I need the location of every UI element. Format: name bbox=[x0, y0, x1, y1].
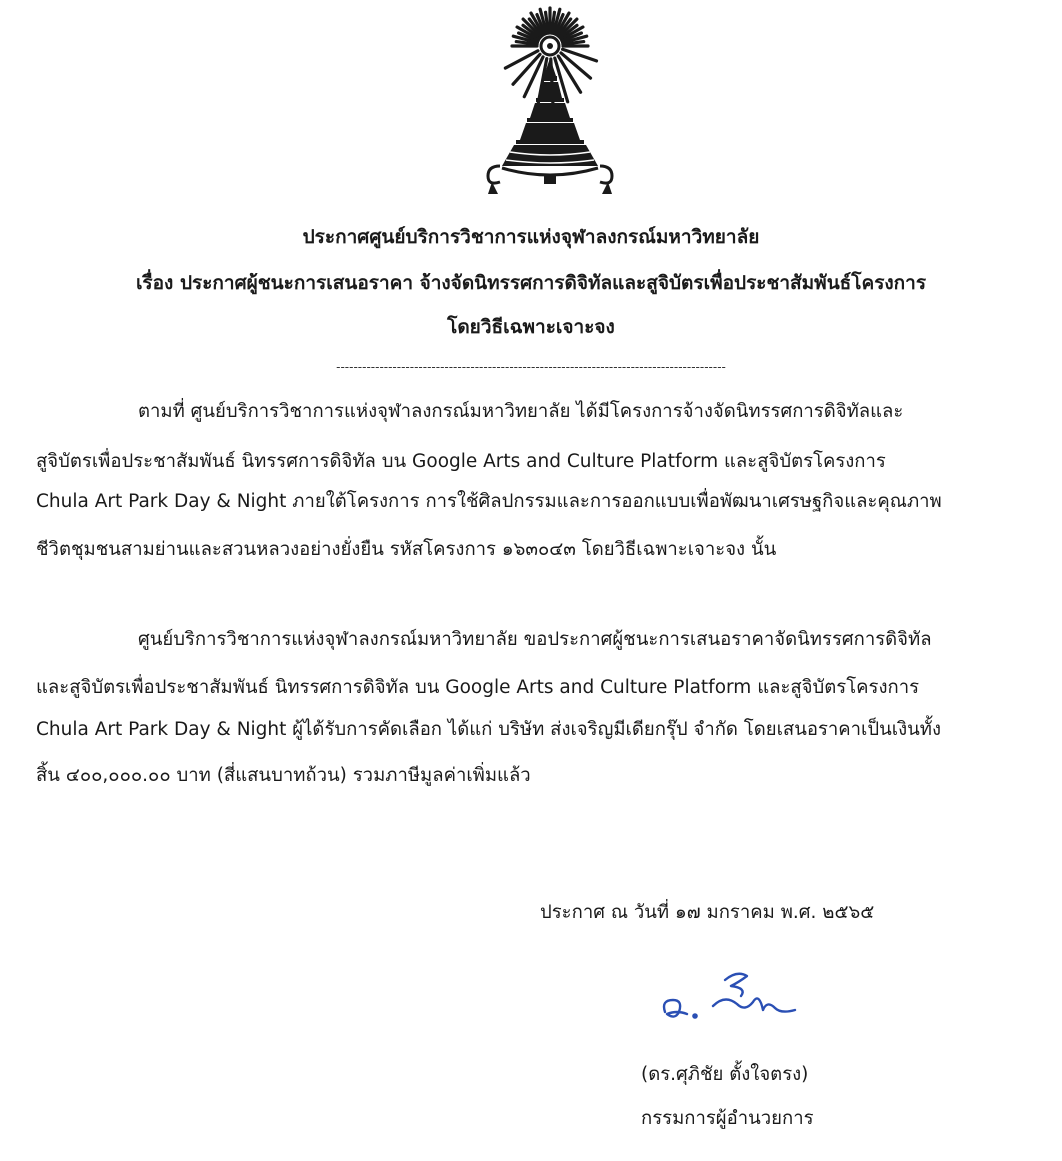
divider-rule: ------------------------------------------------------------------------------------------ bbox=[336, 360, 726, 374]
signature-icon bbox=[655, 966, 825, 1028]
paragraph1-line: ชีวิตชุมชนสามย่านและสวนหลวงอย่างยั่งยืน รหัสโครงการ ๑๖๓๐๔๓ โดยวิธีเฉพาะเจาะจง นั้น bbox=[36, 539, 777, 560]
paragraph1-line: Chula Art Park Day & Night ภายใต้โครงการ การใช้ศิลปกรรมและการออกแบบเพื่อพัฒนาเศรษฐกิจและคุณภาพ bbox=[36, 491, 942, 512]
signer-title: กรรมการผู้อำนวยการ bbox=[641, 1108, 814, 1129]
announcement-title: ประกาศศูนย์บริการวิชาการแห่งจุฬาลงกรณ์มหาวิทยาลัย bbox=[302, 226, 760, 248]
paragraph2-line: ศูนย์บริการวิชาการแห่งจุฬาลงกรณ์มหาวิทยาลัย ขอประกาศผู้ชนะการเสนอราคาจัดนิทรรศการดิจิทัล bbox=[138, 629, 932, 650]
paragraph2-line: สิ้น ๔๐๐,๐๐๐.๐๐ บาท (สี่แสนบาทถ้วน) รวมภาษีมูลค่าเพิ่มแล้ว bbox=[36, 765, 531, 786]
signer-name: (ดร.ศุภิชัย ตั้งใจตรง) bbox=[641, 1064, 809, 1085]
paragraph2-line: Chula Art Park Day & Night ผู้ได้รับการคัดเลือก ได้แก่ บริษัท ส่งเจริญมีเดียกรุ๊ป จำกัด โดยเสนอราคาเป็นเงินทั้ง bbox=[36, 719, 942, 740]
paragraph1-line: ตามที่ ศูนย์บริการวิชาการแห่งจุฬาลงกรณ์มหาวิทยาลัย ได้มีโครงการจ้างจัดนิทรรศการดิจิทัลและ bbox=[138, 401, 904, 422]
announcement-method: โดยวิธีเฉพาะเจาะจง bbox=[447, 316, 615, 338]
paragraph2-line: และสูจิบัตรเพื่อประชาสัมพันธ์ นิทรรศการดิจิทัล บน Google Arts and Culture Platform และสูจิบัตรโครงการ bbox=[36, 677, 920, 698]
announcement-subject: เรื่อง ประกาศผู้ชนะการเสนอราคา จ้างจัดนิทรรศการดิจิทัลและสูจิบัตรเพื่อประชาสัมพันธ์โครงการ bbox=[135, 272, 927, 294]
paragraph1-line: สูจิบัตรเพื่อประชาสัมพันธ์ นิทรรศการดิจิทัล บน Google Arts and Culture Platform และสูจิบัตรโครงการ bbox=[36, 451, 886, 472]
announcement-date: ประกาศ ณ วันที่ ๑๗ มกราคม พ.ศ. ๒๕๖๕ bbox=[540, 902, 875, 923]
chulalongkorn-emblem-icon bbox=[480, 6, 614, 196]
